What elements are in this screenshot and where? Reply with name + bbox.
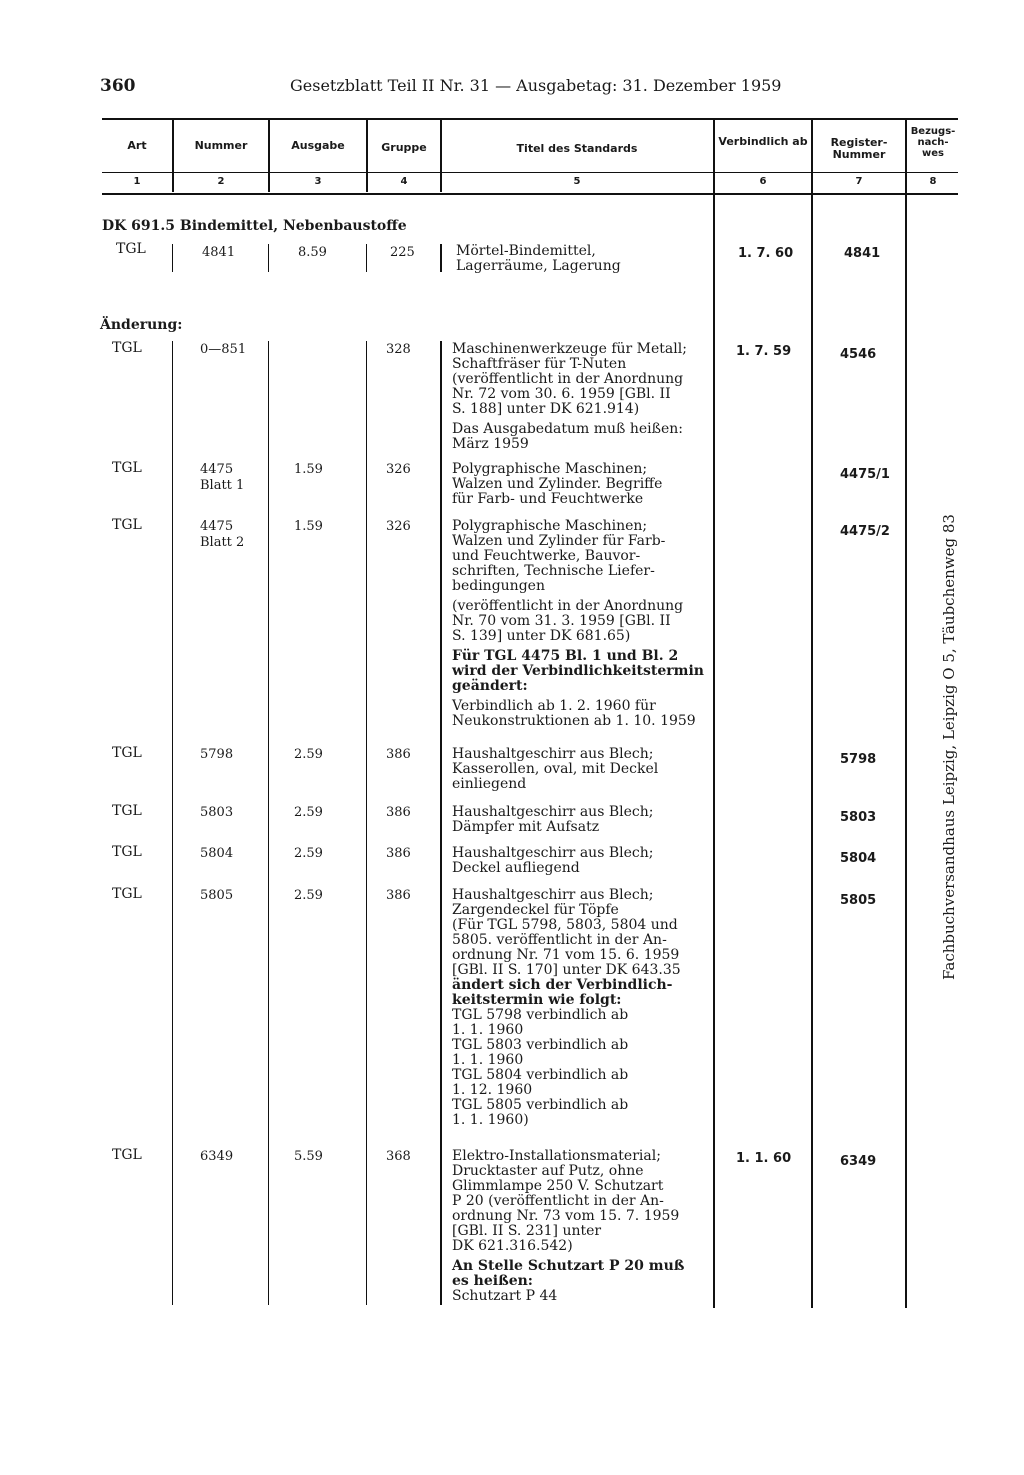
- row-art: TGL: [112, 886, 142, 902]
- title-line: Haushaltgeschirr aus Blech;: [452, 887, 654, 903]
- title-line: keitstermin wie folgt:: [452, 992, 622, 1008]
- header-rule-bottom: [102, 193, 958, 195]
- title-line: Polygraphische Maschinen;: [452, 461, 648, 477]
- row-register: 4475/1: [840, 467, 890, 482]
- title-line: bedingungen: [452, 578, 545, 594]
- row-gruppe: 326: [386, 519, 411, 534]
- title-line: ändert sich der Verbindlich-: [452, 977, 673, 993]
- title-line: Polygraphische Maschinen;: [452, 518, 648, 534]
- title-line: Haushaltgeschirr aus Blech;: [452, 804, 654, 820]
- title-line: Walzen und Zylinder. Begriffe: [452, 476, 663, 492]
- row-nummer: 4841: [202, 245, 236, 260]
- header-sep-1: [172, 120, 174, 192]
- colnum-8: 8: [929, 176, 937, 187]
- row-ausgabe: 8.59: [298, 245, 327, 260]
- page-number: 360: [100, 76, 136, 96]
- row-nummer: 5798: [200, 747, 234, 762]
- page-header: Gesetzblatt Teil II Nr. 31 — Ausgabetag: 31. Dezember 1959: [290, 76, 782, 95]
- title-line: (Für TGL 5798, 5803, 5804 und: [452, 917, 678, 933]
- row-title: [452, 888, 681, 1128]
- row-art: TGL: [112, 517, 142, 533]
- title-line: Das Ausgabedatum muß heißen:: [452, 421, 683, 437]
- title-line: (veröffentlicht in der Anordnung: [452, 598, 684, 614]
- title-line: ordnung Nr. 71 vom 15. 6. 1959: [452, 947, 680, 963]
- title-line: 1. 1. 1960: [452, 1022, 524, 1038]
- row-gruppe: 326: [386, 462, 411, 477]
- row-title: [452, 747, 658, 792]
- row-verbindlich: 1. 7. 59: [736, 344, 792, 359]
- header-sep-3: [366, 120, 368, 192]
- colhead-titel: Titel des Standards: [516, 142, 638, 155]
- row-title: [452, 846, 653, 876]
- title-line: geändert:: [452, 678, 528, 694]
- title-line: 1. 12. 1960: [452, 1082, 533, 1098]
- row-ausgabe: 5.59: [294, 1149, 323, 1164]
- row-gruppe: 386: [386, 805, 411, 820]
- row-sep: [366, 244, 367, 272]
- title-line: Für TGL 4475 Bl. 1 und Bl. 2: [452, 648, 679, 664]
- title-line: Elektro-Installationsmaterial;: [452, 1148, 661, 1164]
- row-gruppe: 386: [386, 888, 411, 903]
- row-ausgabe: 2.59: [294, 888, 323, 903]
- title-line: Deckel aufliegend: [452, 860, 580, 876]
- title-line: (veröffentlicht in der Anordnung: [452, 371, 684, 387]
- title-line: S. 139] unter DK 681.65): [452, 628, 631, 644]
- row-nummer: 5803: [200, 805, 234, 820]
- row-nummer-blatt: Blatt 1: [200, 478, 245, 493]
- row-register: 5803: [840, 810, 877, 825]
- row-nummer: 0—851: [200, 342, 247, 357]
- row-art: TGL: [112, 844, 142, 860]
- title-line: TGL 5803 verbindlich ab: [452, 1037, 629, 1053]
- header-sep-6: [811, 120, 813, 1308]
- column-rule: [440, 341, 442, 1305]
- title-line: 1. 1. 1960: [452, 1052, 524, 1068]
- row-ausgabe: 1.59: [294, 462, 323, 477]
- header-rule-top: [102, 118, 958, 120]
- title-line: Verbindlich ab 1. 2. 1960 für: [452, 698, 656, 714]
- section-heading-aenderung: Änderung:: [100, 317, 183, 333]
- title-line: DK 621.316.542): [452, 1238, 573, 1254]
- row-gruppe: 328: [386, 342, 411, 357]
- row-register: 6349: [840, 1154, 877, 1169]
- title-line: Zargendeckel für Töpfe: [452, 902, 619, 918]
- row-register: 5805: [840, 893, 877, 908]
- title-line: Schaftfräser für T-Nuten: [452, 356, 627, 372]
- title-line: Mörtel-Bindemittel,: [456, 243, 596, 259]
- title-line: einliegend: [452, 776, 527, 792]
- title-line: 5805. veröffentlicht in der An-: [452, 932, 667, 948]
- title-line: für Farb- und Feuchtwerke: [452, 491, 644, 507]
- title-line: [GBl. II S. 170] unter DK 643.35: [452, 962, 681, 978]
- row-title: [456, 244, 621, 274]
- row-art: TGL: [112, 1147, 142, 1163]
- colnum-5: 5: [573, 176, 581, 187]
- header-sep-7: [905, 120, 907, 1308]
- colhead-register: Register-Nummer: [830, 136, 888, 161]
- title-line: Maschinenwerkzeuge für Metall;: [452, 341, 687, 357]
- title-line: Haushaltgeschirr aus Blech;: [452, 746, 654, 762]
- row-title: [452, 519, 704, 729]
- row-nummer: 5804: [200, 846, 234, 861]
- row-gruppe: 368: [386, 1149, 411, 1164]
- colhead-ausgabe: Ausgabe: [291, 139, 345, 152]
- colnum-6: 6: [759, 176, 767, 187]
- row-register: 5804: [840, 851, 877, 866]
- title-line: Kasserollen, oval, mit Deckel: [452, 761, 659, 777]
- colhead-art: Art: [127, 139, 147, 152]
- title-line: P 20 (veröffentlicht in der An-: [452, 1193, 664, 1209]
- column-rule: [268, 341, 269, 1305]
- row-sep: [172, 244, 173, 272]
- column-rule: [366, 341, 367, 1305]
- row-nummer-blatt: Blatt 2: [200, 535, 245, 550]
- title-line: Dämpfer mit Aufsatz: [452, 819, 600, 835]
- title-line: An Stelle Schutzart P 20 muß: [452, 1258, 685, 1274]
- row-ausgabe: 1.59: [294, 519, 323, 534]
- title-line: TGL 5798 verbindlich ab: [452, 1007, 629, 1023]
- title-line: Walzen und Zylinder für Farb-: [452, 533, 666, 549]
- title-line: 1. 1. 1960): [452, 1112, 529, 1128]
- row-nummer: 6349: [200, 1149, 234, 1164]
- header-sep-4: [440, 120, 442, 192]
- header-rule-mid: [102, 172, 958, 173]
- row-sep: [268, 244, 269, 272]
- row-verbindlich: 1. 1. 60: [736, 1151, 792, 1166]
- column-rule: [172, 341, 173, 1305]
- title-line: TGL 5804 verbindlich ab: [452, 1067, 629, 1083]
- colnum-7: 7: [855, 176, 863, 187]
- row-register: 4841: [844, 246, 881, 261]
- title-line: Glimmlampe 250 V. Schutzart: [452, 1178, 664, 1194]
- colhead-gruppe: Gruppe: [381, 141, 427, 154]
- row-sep: [440, 244, 442, 272]
- row-ausgabe: 2.59: [294, 805, 323, 820]
- title-line: Haushaltgeschirr aus Blech;: [452, 845, 654, 861]
- header-sep-5: [713, 120, 715, 1308]
- title-line: ordnung Nr. 73 vom 15. 7. 1959: [452, 1208, 680, 1224]
- title-line: wird der Verbindlichkeitstermin: [452, 663, 704, 679]
- title-line: schriften, Technische Liefer-: [452, 563, 655, 579]
- row-art: TGL: [116, 241, 146, 257]
- row-gruppe: 225: [390, 245, 415, 260]
- row-title: [452, 342, 687, 452]
- title-line: Schutzart P 44: [452, 1288, 558, 1304]
- side-note-publisher: Fachbuchversandhaus Leipzig, Leipzig O 5, Täubchenweg 83: [940, 514, 958, 980]
- row-title: [452, 462, 662, 507]
- colnum-3: 3: [314, 176, 322, 187]
- colhead-bezug: Bezugs-nach-wes: [910, 126, 956, 159]
- title-line: S. 188] unter DK 621.914): [452, 401, 640, 417]
- colhead-verbindlich: Verbindlich ab: [718, 135, 808, 148]
- title-line: Neukonstruktionen ab 1. 10. 1959: [452, 713, 696, 729]
- row-gruppe: 386: [386, 747, 411, 762]
- row-ausgabe: 2.59: [294, 846, 323, 861]
- row-register: 4546: [840, 347, 877, 362]
- colhead-nummer: Nummer: [194, 139, 248, 152]
- row-art: TGL: [112, 340, 142, 356]
- row-ausgabe: 2.59: [294, 747, 323, 762]
- title-line: [GBl. II S. 231] unter: [452, 1223, 602, 1239]
- title-line: März 1959: [452, 436, 529, 452]
- row-gruppe: 386: [386, 846, 411, 861]
- colnum-4: 4: [400, 176, 408, 187]
- row-title: [452, 805, 653, 835]
- title-line: Nr. 72 vom 30. 6. 1959 [GBl. II: [452, 386, 671, 402]
- title-line: TGL 5805 verbindlich ab: [452, 1097, 629, 1113]
- colnum-2: 2: [217, 176, 225, 187]
- row-verbindlich: 1. 7. 60: [738, 246, 794, 261]
- title-line: Nr. 70 vom 31. 3. 1959 [GBl. II: [452, 613, 671, 629]
- row-title: [452, 1149, 684, 1304]
- title-line: es heißen:: [452, 1273, 533, 1289]
- row-art: TGL: [112, 460, 142, 476]
- title-line: und Feuchtwerke, Bauvor-: [452, 548, 641, 564]
- row-art: TGL: [112, 745, 142, 761]
- row-register: 4475/2: [840, 524, 890, 539]
- row-art: TGL: [112, 803, 142, 819]
- row-nummer: 5805: [200, 888, 234, 903]
- header-sep-2: [268, 120, 270, 192]
- colnum-1: 1: [133, 176, 141, 187]
- row-nummer: 4475: [200, 519, 234, 534]
- row-nummer: 4475: [200, 462, 234, 477]
- row-register: 5798: [840, 752, 877, 767]
- section-heading-bindemittel: DK 691.5 Bindemittel, Nebenbaustoffe: [102, 218, 407, 234]
- title-line: Lagerräume, Lagerung: [456, 258, 621, 274]
- title-line: Drucktaster auf Putz, ohne: [452, 1163, 644, 1179]
